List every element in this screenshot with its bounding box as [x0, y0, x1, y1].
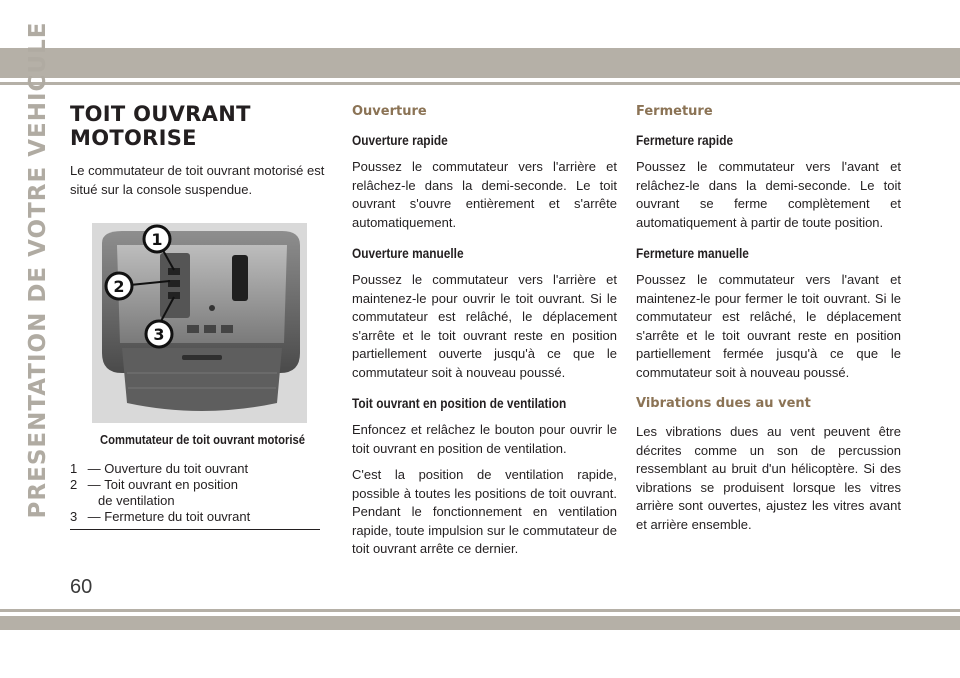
heading-fermeture-rapide: Fermeture rapide — [636, 133, 734, 148]
legend-item: 1 — Ouverture du toit ouvrant — [70, 461, 249, 476]
figure-legend — [70, 461, 335, 530]
column-1 — [70, 100, 335, 530]
callout-2: 2 — [113, 277, 125, 296]
column-3 — [636, 100, 901, 542]
footer-band — [0, 616, 960, 630]
text-vibrations: Les vibrations dues au vent peuvent être décrites comme un son de percussion ressemblant au bruit d'un hélicoptère. Si des vibrations se produisent lorsque les vitres arrière sont ouvertes, ajustez les vitres avant et arrière ensemble. — [636, 424, 901, 532]
text-fermeture-rapide: Poussez le commutateur vers l'avant et relâchez-le dans la demi-seconde. Le toit ouvrant se ferme complètement et automatiquement à partir de toute position. — [636, 159, 901, 230]
column-2 — [352, 100, 617, 567]
section-title-vibrations: Vibrations dues au vent — [636, 396, 811, 411]
legend-rule — [70, 529, 320, 530]
overhead-console-figure — [92, 223, 307, 423]
legend-item: 2 — Toit ouvrant en position — [70, 477, 238, 492]
overhead-console-image — [92, 223, 307, 423]
header-rule — [0, 82, 960, 85]
figure-caption: Commutateur de toit ouvrant motorisé — [99, 433, 306, 447]
intro-text: Le commutateur de toit ouvrant motorisé est situé sur la console suspendue. — [70, 163, 325, 197]
heading-fermeture-manuelle: Fermeture manuelle — [636, 246, 749, 261]
heading-ouverture-rapide: Ouverture rapide — [352, 133, 448, 148]
callout-1: 1 — [151, 230, 163, 249]
text-ventilation-1: Enfoncez et relâchez le bouton pour ouvrir le toit ouvrant en position de ventilation. — [352, 422, 617, 456]
heading-ouverture-manuelle: Ouverture manuelle — [352, 246, 464, 261]
section-title-fermeture: Fermeture — [636, 104, 713, 119]
text-ouverture-rapide: Poussez le commutateur vers l'arrière et relâchez-le dans la demi-seconde. Le toit ouvrant s'ouvre entièrement et s'arrête automatiquement. — [352, 159, 617, 230]
footer-rule — [0, 609, 960, 612]
legend-item-continuation: de ventilation — [98, 493, 175, 508]
sidebar-tab — [18, 21, 58, 518]
legend-item: 3 — Fermeture du toit ouvrant — [70, 509, 251, 524]
header-band — [0, 48, 960, 78]
page-number: 60 — [70, 576, 93, 598]
heading-ventilation: Toit ouvrant en position de ventilation — [352, 396, 567, 411]
callout-3: 3 — [153, 325, 165, 344]
text-fermeture-manuelle: Poussez le commutateur vers l'avant et maintenez-le pour fermer le toit ouvrant. Si le commutateur est relâché, le déplacement s'arrête et le toit ouvrant reste en position partiellement fermée jusqu'à ce que le commutateur soit à nouveau poussé. — [636, 272, 901, 380]
section-title-ouverture: Ouverture — [352, 104, 427, 119]
text-ouverture-manuelle: Poussez le commutateur vers l'arrière et maintenez-le pour ouvrir le toit ouvrant. Si le commutateur est relâché, le déplacement s'arrête et le toit ouvrant reste en position partiellement ouverte jusqu'à ce que le commutateur soit à nouveau poussé. — [352, 272, 617, 380]
text-ventilation-2: C'est la position de ventilation rapide, possible à toutes les positions de toit ouvrant. Pendant le fonctionnement en ventilation rapide, toute impulsion sur le commutateur de toit ouvrant arrête ce dernier. — [352, 467, 617, 556]
page-title: TOIT OUVRANT MOTORISE — [70, 102, 251, 150]
sidebar-title: PRESENTATION DE VOTRE VEHICULE — [25, 21, 51, 518]
